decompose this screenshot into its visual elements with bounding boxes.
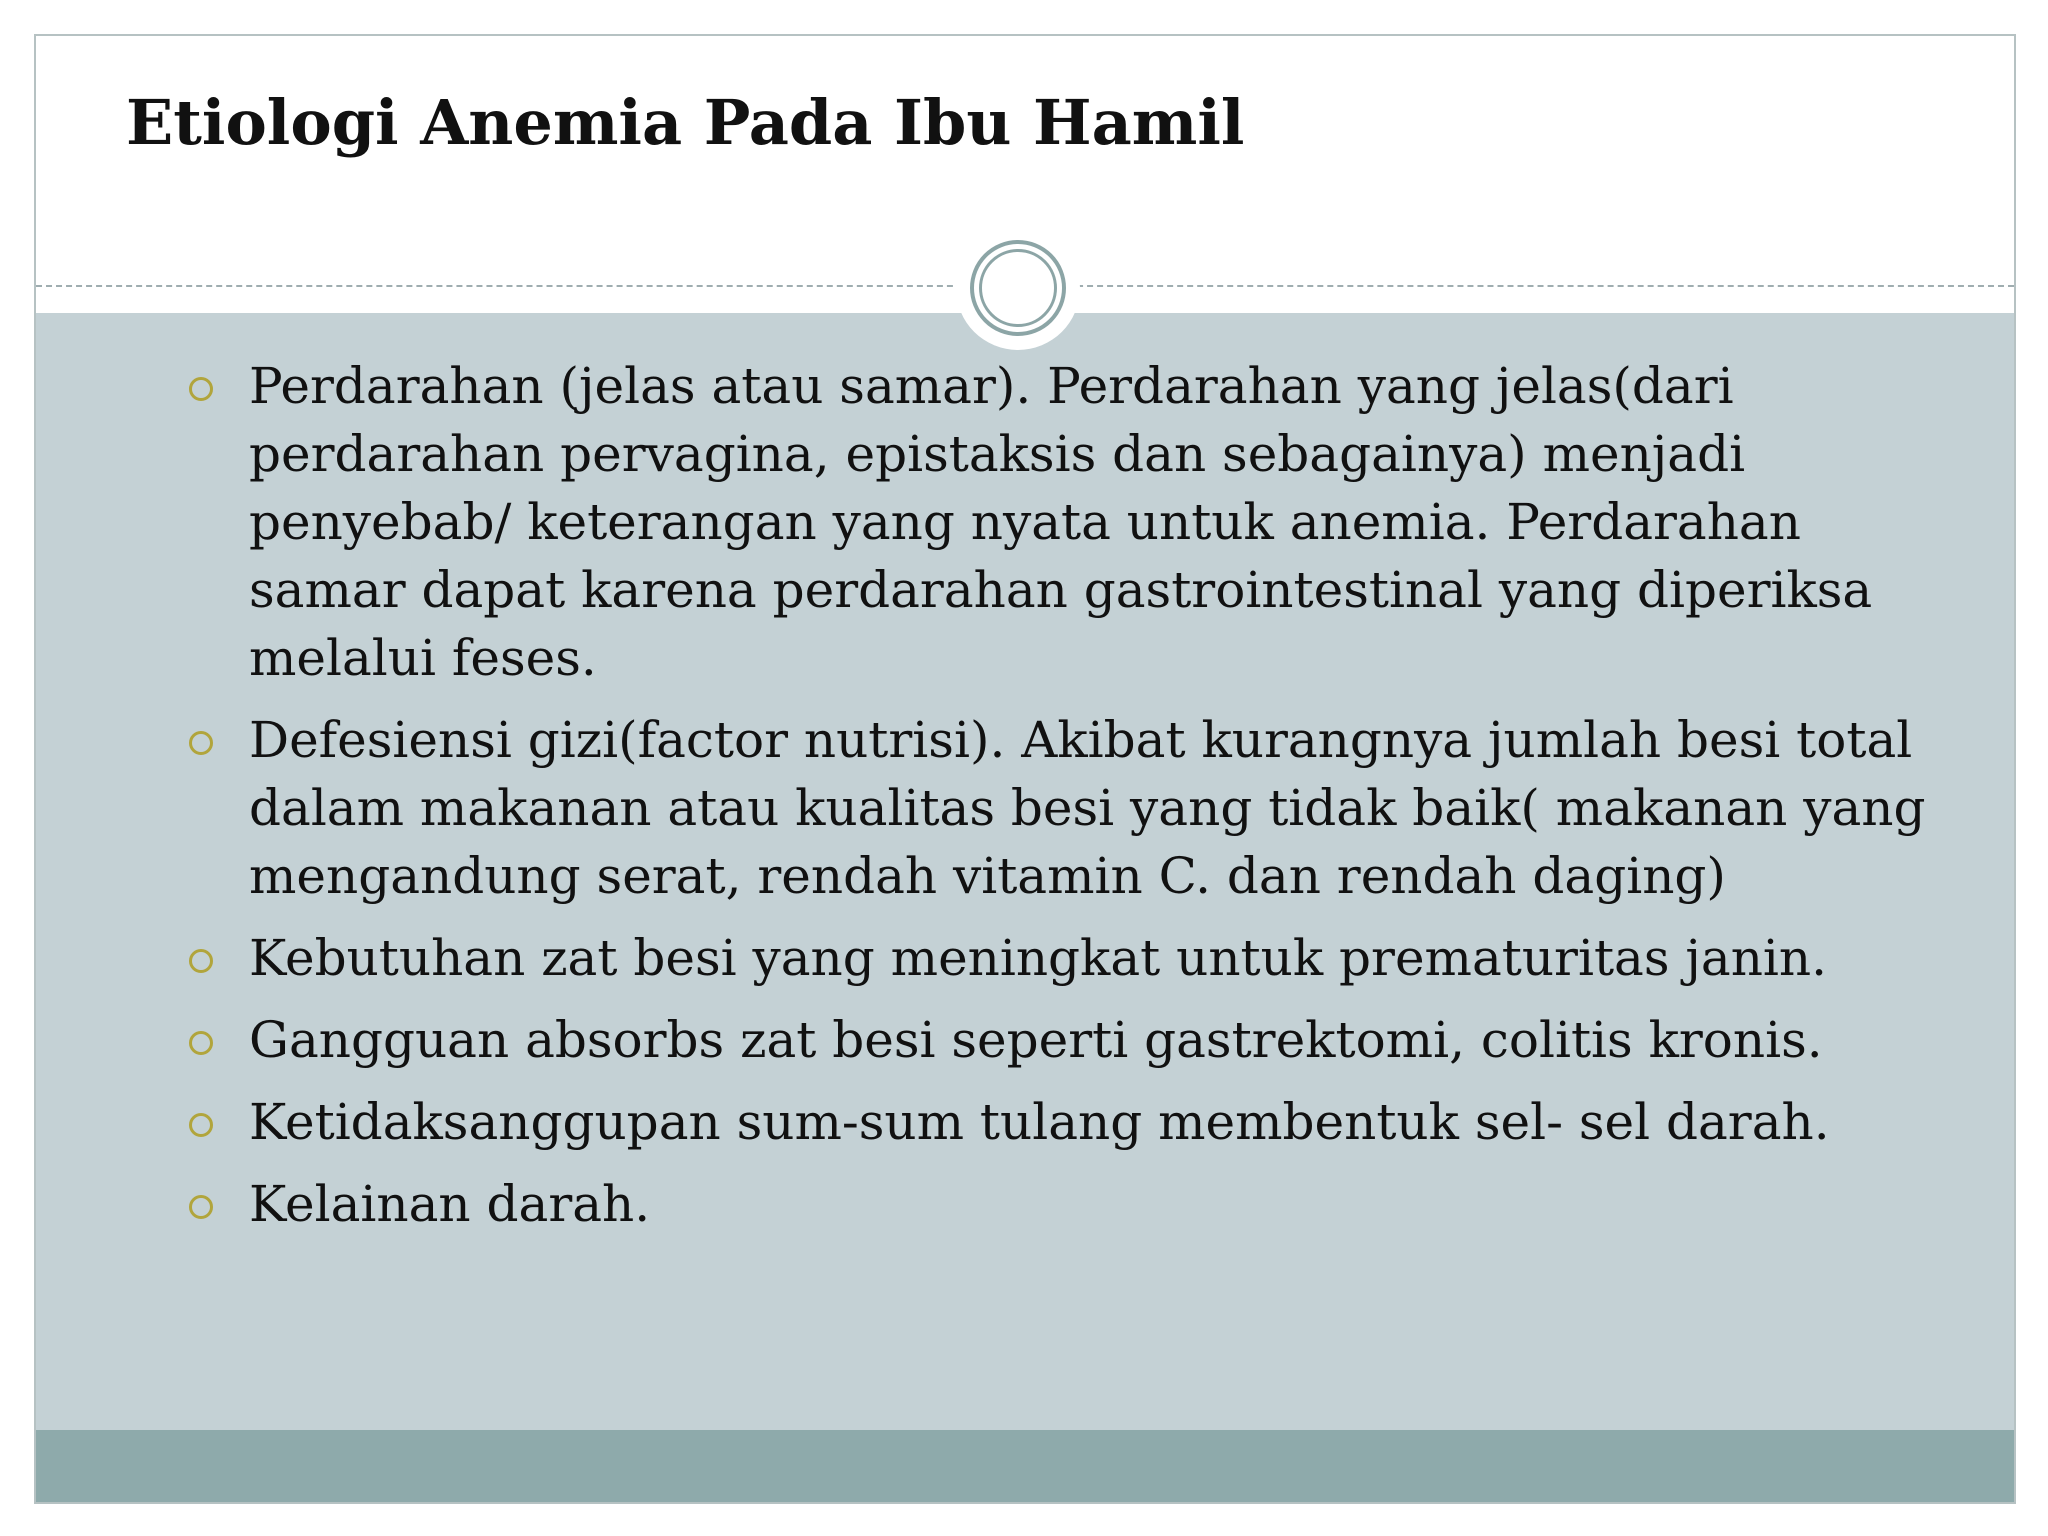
bullet-item <box>36 706 2014 910</box>
bullet-text: Kelainan darah. <box>249 1175 651 1233</box>
bullet-text: Gangguan absorbs zat besi seperti gastrektomi, colitis kronis. <box>249 1011 1823 1069</box>
circle-bullet-icon <box>189 377 213 401</box>
circle-bullet-icon <box>189 949 213 973</box>
circle-bullet-icon <box>189 1031 213 1055</box>
bullet-item <box>36 924 2014 992</box>
bullet-item <box>36 1088 2014 1156</box>
bullet-item <box>36 1006 2014 1074</box>
bullet-list <box>36 352 2014 1252</box>
bullet-text: Perdarahan (jelas atau samar). Perdarahan yang jelas(dari perdarahan pervagina, epistaksis dan sebagainya) menjadi penyebab/ keterangan yang nyata untuk anemia. Perdarahan samar dapat karena perdarahan gastrointestinal yang diperiksa melalui feses. <box>249 357 1873 687</box>
footer-band <box>36 1430 2014 1502</box>
bullet-text: Ketidaksanggupan sum-sum tulang membentuk sel- sel darah. <box>249 1093 1830 1151</box>
circle-bullet-icon <box>189 731 213 755</box>
ornament-inner-ring <box>979 249 1057 327</box>
bullet-text: Defesiensi gizi(factor nutrisi). Akibat kurangnya jumlah besi total dalam makanan atau kualitas besi yang tidak baik( makanan yang mengandung serat, rendah vitamin C. dan rendah daging) <box>249 711 1926 905</box>
slide-title: Etiologi Anemia Pada Ibu Hamil <box>126 86 1245 159</box>
circle-bullet-icon <box>189 1195 213 1219</box>
bullet-item <box>36 352 2014 692</box>
circle-ornament-icon <box>956 226 1080 350</box>
bullet-text: Kebutuhan zat besi yang meningkat untuk prematuritas janin. <box>249 929 1828 987</box>
bullet-item <box>36 1170 2014 1238</box>
slide <box>34 34 2016 1504</box>
circle-bullet-icon <box>189 1113 213 1137</box>
